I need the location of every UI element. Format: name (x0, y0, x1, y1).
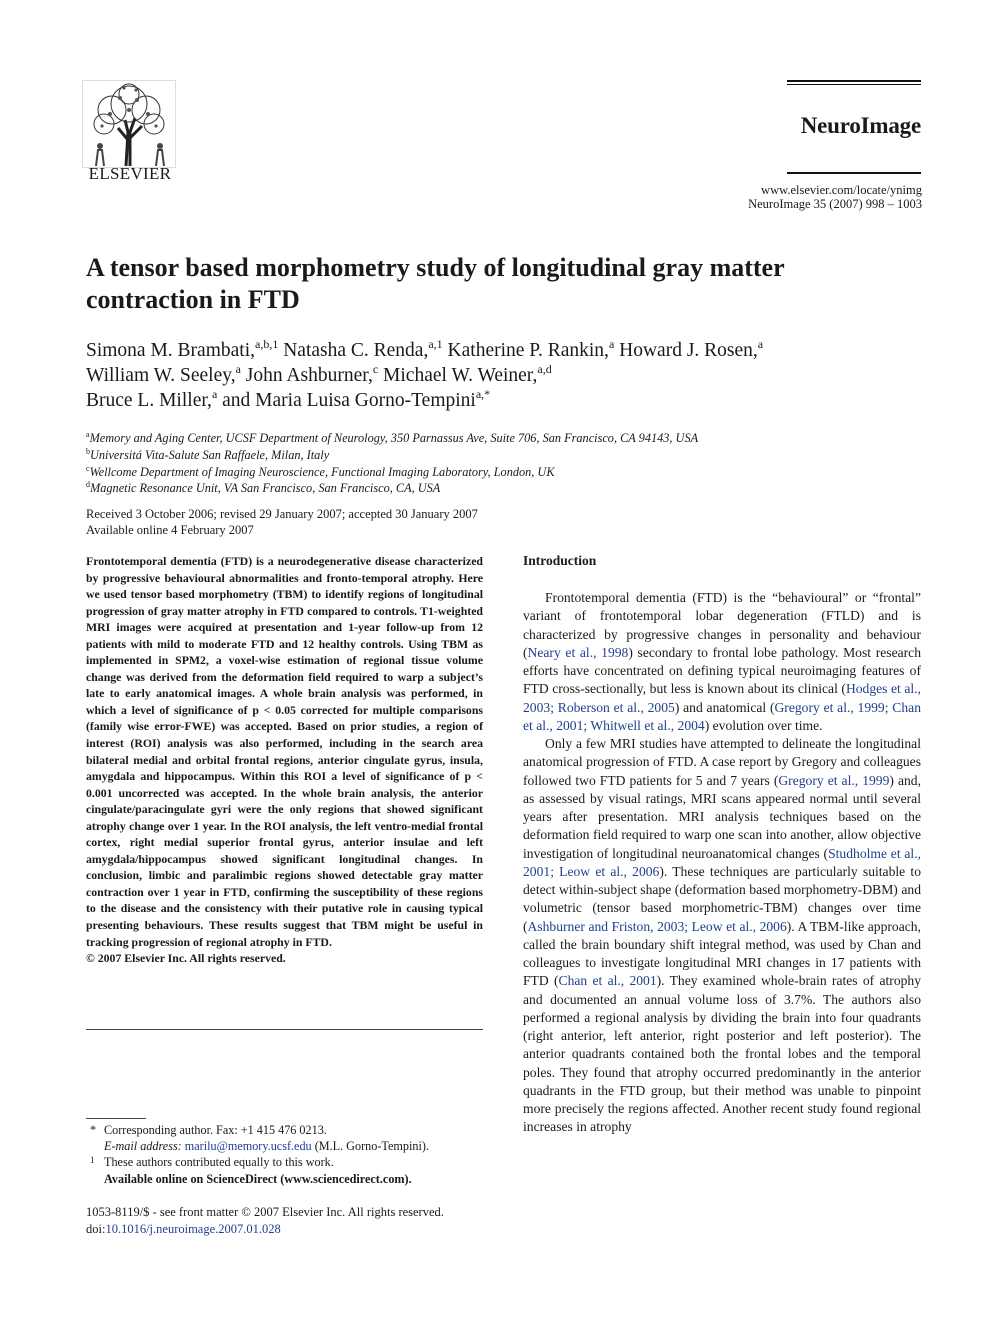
journal-citation: NeuroImage 35 (2007) 998 – 1003 (748, 197, 922, 211)
footnote-text: These authors contributed equally to this work. (104, 1155, 334, 1170)
author-name: Bruce L. Miller, (86, 390, 212, 411)
affiliation-mark: b (86, 446, 90, 456)
footnote-text: Corresponding author. Fax: +1 415 476 0213. (104, 1123, 327, 1137)
author-affiliation-mark: a (757, 337, 764, 351)
footnote-mark: * (90, 1123, 97, 1137)
citation-link[interactable]: Neary et al., 1998 (527, 644, 629, 660)
paragraph-text: Frontotemporal dementia (FTD) is the “behavioural” or “frontal” variant of frontotemporal lobar degeneration (FTLD) and is characterized by progressive changes in personality and behaviour ( (523, 590, 921, 660)
journal-name: NeuroImage (800, 113, 921, 138)
corresponding-author-note (86, 1122, 486, 1138)
paragraph-text: ). These techniques are particularly suitable to detect within-subject shape (deformation based morphometry-DBM) and volumetric (tensor based morphometric-TBM) changes over time ( (523, 863, 921, 934)
affiliation-list (86, 430, 926, 497)
email-label: E-mail address: (104, 1139, 182, 1154)
introduction-body (523, 589, 921, 1137)
author-affiliation-mark: a (235, 362, 241, 376)
article-history (86, 507, 926, 538)
author-name: Michael W. Weiner, (383, 365, 538, 386)
email-owner: (M.L. Gorno-Tempini). (314, 1139, 429, 1154)
paragraph-text: ) evolution over time. (704, 717, 823, 733)
introduction-paragraph (523, 735, 921, 1137)
footnotes (86, 1122, 486, 1187)
citation-link[interactable]: Gregory et al., 1999; Chan et al., 2001; Whitwell et al., 2004 (523, 699, 921, 733)
paragraph-text: ). They examined whole-brain rates of atrophy and documented an annual volume loss of 3.7%. The authors also performed a regional analysis by dividing the brain into four quadrants (right anterior, left anterior, right posterior and left posterior). The anterior quadrants contained both the frontal lobes and the temporal poles. They found that atrophy occurred predominantly in the anterior quadrants in the FTD group, but their method was unable to pinpoint more precisely the regions affected. Another recent study found regional increases in atrophy (523, 973, 922, 1135)
affiliation-item (86, 447, 926, 464)
author-name: William W. Seeley, (86, 365, 236, 386)
section-heading-introduction: Introduction (523, 553, 597, 568)
doi-label: doi: (86, 1221, 106, 1236)
author-affiliation-mark: a (608, 337, 615, 351)
affiliation-mark: d (86, 480, 90, 490)
footnote-mark: 1 (90, 1155, 95, 1166)
front-matter-info (86, 1204, 486, 1237)
abstract (86, 553, 483, 967)
author-name: Simona M. Brambati, (86, 340, 255, 361)
citation-link[interactable]: Hodges et al., 2003; Roberson et al., 2005 (523, 681, 921, 715)
affiliation-text: Universitá Vita-Salute San Raffaele, Milan, Italy (90, 447, 330, 462)
abstract-divider (86, 1029, 483, 1030)
abstract-copyright: © 2007 Elsevier Inc. All rights reserved. (86, 951, 286, 966)
author-list (86, 338, 926, 413)
author-name: Katherine P. Rankin, (447, 340, 609, 361)
author-line-3 (86, 388, 926, 413)
affiliation-item (86, 480, 926, 497)
paragraph-text: ) secondary to frontal lobe pathology. Most research efforts have concentrated on defining typical neuroimaging features of FTD cross-sectionally, but less is known about its clinical ( (523, 644, 921, 697)
affiliation-mark: c (86, 463, 90, 473)
citation-link[interactable]: Chan et al., 2001 (558, 973, 657, 989)
affiliation-text: Wellcome Department of Imaging Neuroscience, Functional Imaging Laboratory, London, UK (89, 464, 555, 479)
author-name: Natasha C. Renda, (283, 340, 429, 361)
author-line-2 (86, 363, 926, 388)
affiliation-text: Magnetic Resonance Unit, VA San Francisco, San Francisco, CA, USA (90, 481, 441, 496)
author-name: John Ashburner, (245, 365, 373, 386)
author-affiliation-mark: a,* (475, 387, 491, 401)
issn-line: 1053-8119/$ - see front matter © 2007 Elsevier Inc. All rights reserved. (86, 1205, 444, 1219)
introduction-paragraph (523, 589, 921, 735)
author-affiliation-mark: a (211, 387, 218, 401)
abstract-text: Frontotemporal dementia (FTD) is a neurodegenerative disease characterized by progressive behavioural abnormalities and fronto-temporal atrophy. Here we used tensor based morphometry (TBM) to identify regions of longitudinal progression of gray matter atrophy in FTD compared to controls. T1-weighted MRI images were acquired at presentation and 1-year follow-up from 12 patients with mild to moderate FTD and 12 healthy controls. Using TBM as implemented in SPM2, a voxel-wise estimation of regional tissue volume change was derived from the deformation field required to warp a subject’s late to early anatomical images. A whole brain analysis was performed, in which a level of significance of p < 0.05 corrected for multiple comparisons (family wise error-FWE) was accepted. Based on prior studies, a region of interest (ROI) analysis was also performed, including in the search area bilateral medial and orbital frontal regions, anterior cingulate gyrus, insula, amygdala and hippocampus. Within this ROI a level of significance of p < 0.001 uncorrected was accepted. In the whole brain analysis, the anterior cingulate/paracingulate gyri were the only regions that showed significant atrophy change over 1 year. In the ROI analysis, the left ventro-medial frontal cortex, right medial superior frontal gyrus, anterior insulae and left amygdala/hippocampus showed significant longitudinal changes. In conclusion, limbic and paralimbic regions showed detectable gray matter contraction over 1 year in FTD, confirming the susceptibility of these regions to the disease and the consistency with their putative role in causing typical presenting behaviours. These results suggest that TBM might be useful in tracking progression of regional atrophy in FTD. (86, 554, 483, 949)
author-line-1 (86, 338, 926, 363)
affiliation-mark: a (86, 430, 90, 439)
tree-icon (82, 80, 176, 168)
citation-link[interactable]: Gregory et al., 1999 (778, 772, 890, 788)
email-note (86, 1138, 486, 1154)
author-affiliation-mark: a,1 (428, 337, 443, 351)
paragraph-text: ) and anatomical ( (674, 699, 775, 715)
citation-link[interactable]: Ashburner and Friston, 2003; Leow et al., 2006 (527, 918, 787, 934)
author-affiliation-mark: c (372, 362, 379, 376)
sciencedirect-note: Available online on ScienceDirect (www.sciencedirect.com). (104, 1171, 412, 1186)
doi-line (86, 1221, 486, 1238)
article-title: A tensor based morphometry study of longitudinal gray matter contraction in FTD (86, 253, 785, 314)
affiliation-text: Memory and Aging Center, UCSF Department of Neurology, 350 Parnassus Ave, Suite 706, San Francisco, CA 94143, USA (89, 431, 699, 445)
paragraph-text: Only a few MRI studies have attempted to delineate the longitudinal anatomical progression of FTD. A case report by Gregory and colleagues followed two FTD patients for 5 and 7 years ( (523, 736, 921, 788)
header-rule-top (787, 80, 921, 82)
header-rule-top-thin (787, 84, 921, 85)
paragraph-text: ) and, as assessed by visual ratings, MRI scans appeared normal until several years after presentation. MRI analysis techniques based on the deformation field required to warp one scan into another, allow objective investigation of longitudinal neuroanatomical changes ( (523, 772, 922, 861)
citation-link[interactable]: Studholme et al., 2001; Leow et al., 2006 (523, 845, 921, 879)
affiliation-item (86, 464, 926, 481)
footnote-divider (86, 1118, 146, 1119)
journal-url[interactable]: www.elsevier.com/locate/ynimg (761, 183, 922, 197)
author-name: and Maria Luisa Gorno-Tempini (222, 390, 476, 411)
available-online-date: Available online 4 February 2007 (86, 522, 254, 537)
author-name: Howard J. Rosen, (619, 340, 758, 361)
author-affiliation-mark: a,d (537, 362, 552, 376)
doi-link[interactable]: 10.1016/j.neuroimage.2007.01.028 (105, 1221, 281, 1236)
affiliation-item (86, 430, 926, 447)
header-rule-bottom (787, 172, 921, 174)
email-link[interactable]: marilu@memory.ucsf.edu (184, 1139, 312, 1154)
author-affiliation-mark: a,b,1 (255, 337, 279, 351)
publisher-name: ELSEVIER (88, 164, 172, 183)
paragraph-text: ). A TBM-like approach, called the brain boundary shift integral method, was used by Chan and colleagues to investigate longitudinal MRI changes in 17 patients with FTD ( (523, 918, 921, 989)
received-dates: Received 3 October 2006; revised 29 January 2007; accepted 30 January 2007 (86, 507, 478, 521)
equal-contribution-note (86, 1154, 486, 1170)
